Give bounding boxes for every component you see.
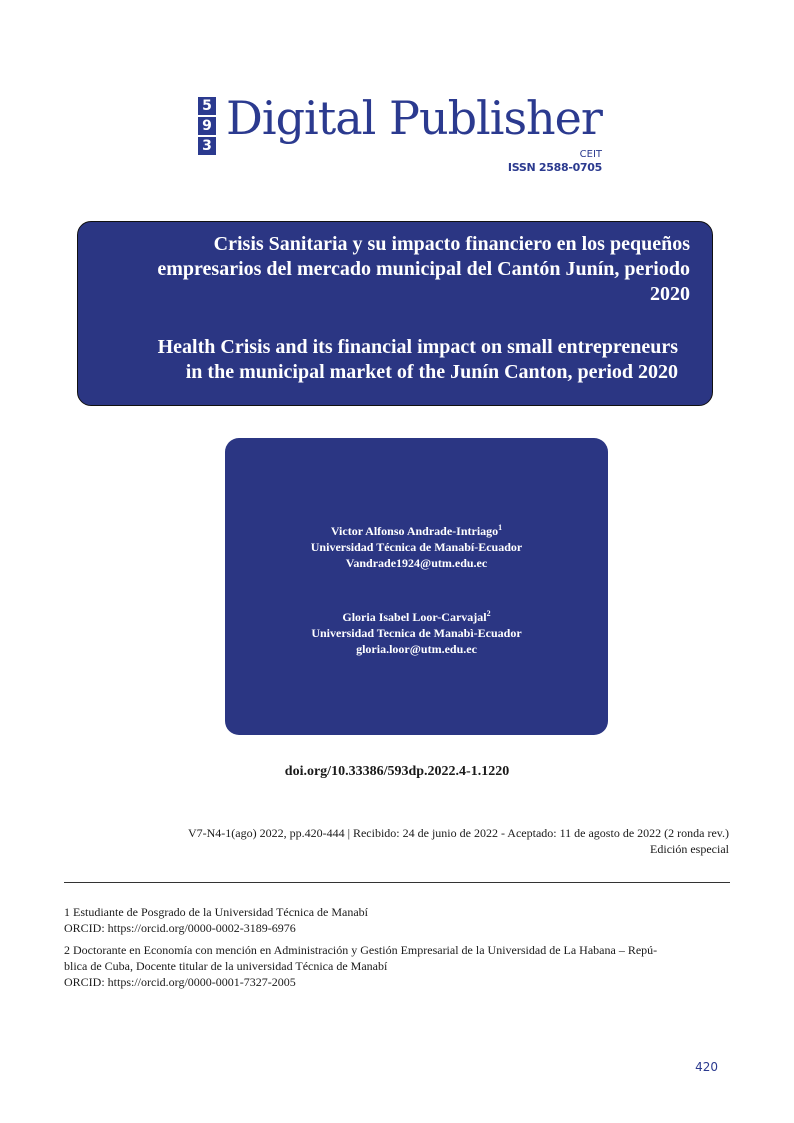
title-english <box>108 335 678 385</box>
title-spanish <box>90 232 690 307</box>
logo-issn: ISSN 2588-0705 <box>507 161 602 174</box>
author-2 <box>225 606 608 657</box>
logo-ceit: CEIT <box>579 149 602 160</box>
author-footnote-ref: 1 <box>498 523 503 532</box>
author-1 <box>225 520 608 571</box>
title-es-line: 2020 <box>650 283 690 305</box>
logo-digit: 5 <box>198 97 216 115</box>
title-en-line: Health Crisis and its financial impact on small entrepreneurs <box>157 336 678 358</box>
logo-digit: 9 <box>198 117 216 135</box>
author-name-line <box>225 606 608 625</box>
footnote-2 <box>64 942 730 990</box>
footnote-divider <box>64 882 730 883</box>
footnote-1 <box>64 904 730 936</box>
doi-link[interactable]: doi.org/10.33386/593dp.2022.4-1.1220 <box>284 764 510 779</box>
footnote-line: blica de Cuba, Docente titular de la universidad Técnica de Manabí <box>64 959 388 973</box>
author-footnote-ref: 2 <box>486 609 491 618</box>
author-email[interactable]: Vandrade1924@utm.edu.ec <box>345 556 488 570</box>
author-name: Gloria Isabel Loor-Carvajal <box>342 610 487 624</box>
author-email[interactable]: gloria.loor@utm.edu.ec <box>356 642 477 656</box>
author-affiliation: Universidad Técnica de Manabí-Ecuador <box>310 540 523 554</box>
footnote-orcid[interactable]: ORCID: https://orcid.org/0000-0001-7327-2005 <box>64 975 296 989</box>
footnotes <box>64 904 730 996</box>
title-box <box>77 221 713 406</box>
title-es-line: Crisis Sanitaria y su impacto financiero en los pequeños <box>213 233 690 255</box>
meta-line: V7-N4-1(ago) 2022, pp.420-444 | Recibido: 24 de junio de 2022 - Aceptado: 11 de agosto de 2022 (2 ronda rev.) <box>187 826 729 840</box>
title-en-line: in the municipal market of the Junín Canton, period 2020 <box>185 361 678 383</box>
author-affiliation: Universidad Tecnica de Manabì-Ecuador <box>311 626 522 640</box>
author-name-line <box>225 520 608 539</box>
author-name: Victor Alfonso Andrade-Intriago <box>330 524 499 538</box>
title-es-line: empresarios del mercado municipal del Cantón Junín, periodo <box>157 258 690 280</box>
logo-digits <box>198 97 218 157</box>
publication-meta <box>188 825 729 857</box>
journal-logo <box>198 91 618 182</box>
logo-digit: 3 <box>198 137 216 155</box>
logo-name: Digital Publisher <box>226 91 602 145</box>
footnote-orcid[interactable]: ORCID: https://orcid.org/0000-0002-3189-6976 <box>64 921 296 935</box>
authors-box <box>225 438 608 735</box>
page-number: 420 <box>695 1060 718 1074</box>
meta-edition: Edición especial <box>650 842 729 856</box>
footnote-line: 2 Doctorante en Economía con mención en Administración y Gestión Empresarial de la Universidad de La Habana – Repú- <box>64 943 658 957</box>
footnote-line: 1 Estudiante de Posgrado de la Universidad Técnica de Manabí <box>64 905 369 919</box>
